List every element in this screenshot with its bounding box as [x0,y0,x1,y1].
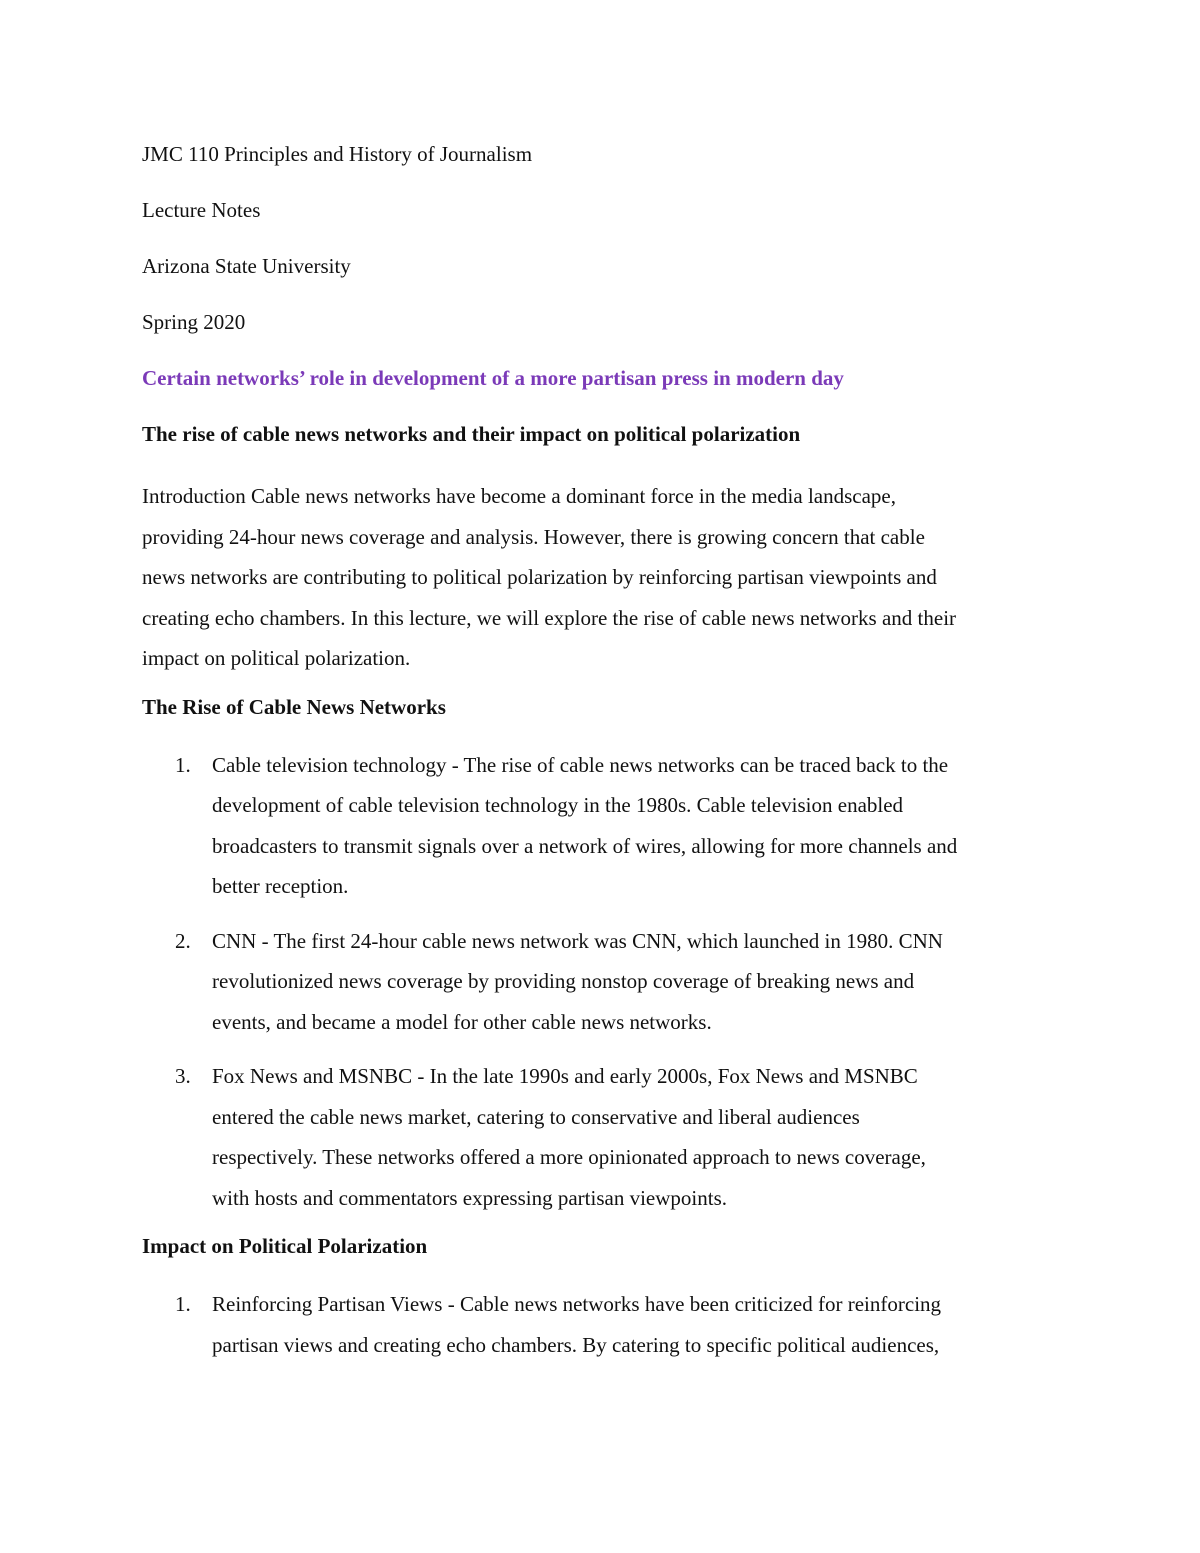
list-number: 3. [175,1064,191,1088]
list-item [142,1284,1057,1365]
list-line: Reinforcing Partisan Views - Cable news networks have been criticized for reinforcing [212,1292,942,1316]
intro-paragraph [142,476,1057,679]
section-heading-impact: Impact on Political Polarization [142,1234,428,1258]
list-line: Fox News and MSNBC - In the late 1990s and early 2000s, Fox News and MSNBC [212,1064,918,1088]
intro-line: impact on political polarization. [142,646,411,670]
document-content [142,140,1057,1379]
main-heading: The rise of cable news networks and their impact on political polarization [142,422,801,446]
intro-line: Introduction Cable news networks have become a dominant force in the media landscape, [142,484,896,508]
list-line: revolutionized news coverage by providing nonstop coverage of breaking news and [212,969,915,993]
list-item [142,745,1057,907]
list-number: 2. [175,928,191,953]
list-line: with hosts and commentators expressing partisan viewpoints. [212,1185,728,1210]
topic-title: Certain networks’ role in development of a more partisan press in modern day [142,366,844,390]
list-number: 1. [175,752,191,777]
list-line: Cable television technology - The rise of cable news networks can be traced back to the [212,752,949,777]
list-line: events, and became a model for other cable news networks. [212,1009,712,1034]
list-line: broadcasters to transmit signals over a network of wires, allowing for more channels and [212,833,958,858]
section-heading-rise: The Rise of Cable News Networks [142,694,446,719]
term: Spring 2020 [142,310,246,334]
rise-list [142,745,1057,1219]
document-type: Lecture Notes [142,198,261,222]
list-item [142,921,1057,1043]
list-line: CNN - The first 24-hour cable news network was CNN, which launched in 1980. CNN [212,928,943,953]
intro-line: news networks are contributing to political polarization by reinforcing partisan viewpoints and [142,565,937,589]
list-number: 1. [175,1292,191,1316]
list-line: development of cable television technology in the 1980s. Cable television enabled [212,793,904,817]
impact-list [142,1284,1057,1365]
list-line: better reception. [212,874,349,898]
list-line: partisan views and creating echo chambers. By catering to specific political audiences, [212,1332,940,1357]
list-line: entered the cable news market, catering to conservative and liberal audiences [212,1104,860,1129]
list-line: respectively. These networks offered a more opinionated approach to news coverage, [212,1145,926,1169]
intro-line: providing 24-hour news coverage and analysis. However, there is growing concern that cable [142,524,925,549]
course-title: JMC 110 Principles and History of Journalism [142,142,533,166]
intro-line: creating echo chambers. In this lecture, we will explore the rise of cable news networks and their [142,605,957,630]
list-item [142,1056,1057,1218]
university-name: Arizona State University [142,254,351,278]
